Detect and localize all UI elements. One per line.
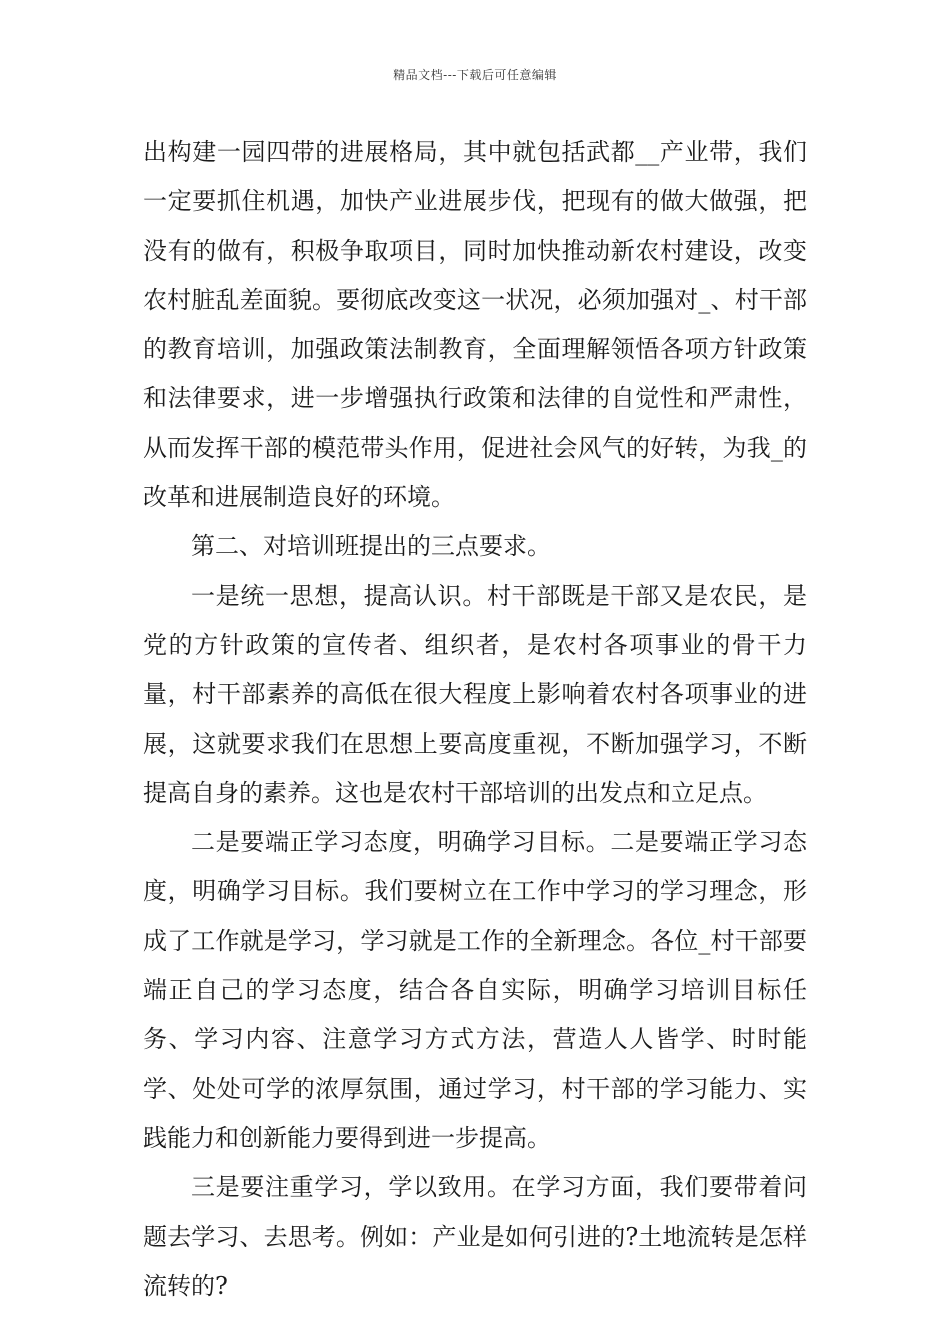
paragraph-1: 出构建一园四带的进展格局，其中就包括武都__产业带，我们一定要抓住机遇，加快产业进展步伐，把现有的做大做强，把没有的做有，积极争取项目，同时加快推动新农村建设，改变农村脏乱差面貌。要彻底改变这一状况，必须加强对_、村干部的教育培训，加强政策法制教育，全面理解领悟各项方针政策和法律要求，进一步增强执行政策和法律的自觉性和严肃性，从而发挥干部的模范带头作用，促进社会风气的好转，为我_的改革和进展制造良好的环境。 — [143, 138, 807, 512]
paragraph-3: 一是统一思想，提高认识。村干部既是干部又是农民，是党的方针政策的宣传者、组织者，是农村各项事业的骨干力量，村干部素养的高低在很大程度上影响着农村各项事业的进展，这就要求我们在思想上要高度重视，不断加强学习，不断提高自身的素养。这也是农村干部培训的出发点和立足点。 — [143, 581, 807, 807]
document-body — [143, 128, 807, 1311]
paragraph-4: 二是要端正学习态度，明确学习目标。二是要端正学习态度，明确学习目标。我们要树立在工作中学习的学习理念，形成了工作就是学习，学习就是工作的全新理念。各位_村干部要端正自己的学习态度，结合各自实际，明确学习培训目标任务、学习内容、注意学习方式方法，营造人人皆学、时时能学、处处可学的浓厚氛围，通过学习，村干部的学习能力、实践能力和创新能力要得到进一步提高。 — [143, 828, 807, 1152]
page-header: 精品文档---下载后可任意编辑 — [393, 68, 557, 82]
paragraph-2: 第二、对培训班提出的三点要求。 — [191, 532, 551, 561]
paragraph-5: 三是要注重学习，学以致用。在学习方面，我们要带着问题去学习、去思考。例如：产业是如何引进的?土地流转是怎样流转的? — [143, 1173, 807, 1300]
